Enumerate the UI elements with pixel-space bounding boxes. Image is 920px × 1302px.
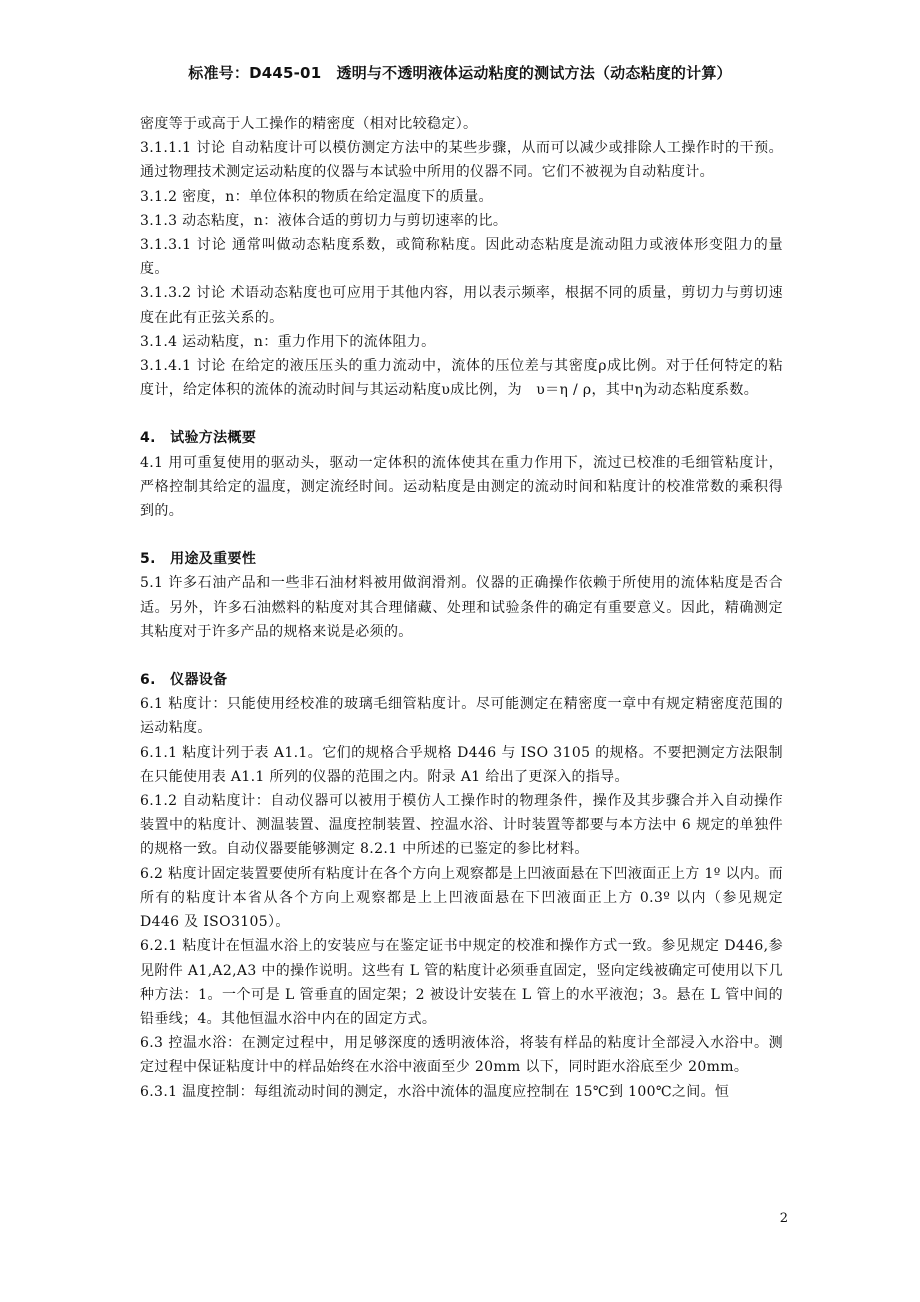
- paragraph-6-3-1: 6.3.1 温度控制：每组流动时间的测定，水浴中流体的温度应控制在 15℃到 100℃之间。恒: [140, 1083, 730, 1100]
- paragraph-6-2: 6.2 粘度计固定装置要使所有粘度计在各个方向上观察都是上凹液面悬在下凹液面正上方 1º 以内。而所有的粘度计本省从各个方向上观察都是上上凹液面悬在下凹液面正上方 0.3º 以内（参见规定 D446 及 ISO3105）。: [140, 865, 783, 931]
- section-spacer: [140, 402, 783, 426]
- paragraph-5-1: 5.1 许多石油产品和一些非石油材料被用做润滑剂。仪器的正确操作依赖于所使用的流体粘度是否合适。另外，许多石油燃料的粘度对其合理储藏、处理和试验条件的确定有重要意义。因此，精确测定其粘度对于许多产品的规格来说是必须的。: [140, 575, 783, 640]
- page-header-title: 标准号：D445-01 透明与不透明液体运动粘度的测试方法（动态粘度的计算）: [188, 64, 732, 82]
- document-body: [140, 112, 783, 1104]
- section-heading-4: 4. 试验方法概要: [140, 430, 257, 447]
- paragraph-4-1: 4.1 用可重复使用的驱动头，驱动一定体积的流体使其在重力作用下，流过已校准的毛细管粘度计，严格控制其给定的温度，测定流经时间。运动粘度是由测定的流动时间和粘度计的校准常数的乘积得到的。: [140, 454, 783, 520]
- paragraph-3-1-3-1: 3.1.3.1 讨论 通常叫做动态粘度系数，或简称粘度。因此动态粘度是流动阻力或液体形变阻力的量度。: [140, 237, 783, 278]
- paragraph-3-1-1-1: 3.1.1.1 讨论 自动粘度计可以模仿测定方法中的某些步骤，从而可以减少或排除人工操作时的干预。通过物理技术测定运动粘度的仪器与本试验中所用的仪器不同。它们不被视为自动粘度计。: [140, 140, 783, 181]
- paragraph-6-2-1: 6.2.1 粘度计在恒温水浴上的安装应与在鉴定证书中规定的校准和操作方式一致。参见规定 D446,参见附件 A1,A2,A3 中的操作说明。这些有 L 管的粘度计必须垂直固定，竖向定线被确定可使用以下几种方法：1。一个可是 L 管垂直的固定架；2 被设计安装在 L 管上的水平液泡；3。悬在 L 管中间的铅垂线；4。其他恒温水浴中内在的固定方式。: [140, 938, 783, 1027]
- paragraph-density-precision: 密度等于或高于人工操作的精密度（相对比较稳定）。: [140, 116, 478, 132]
- paragraph-6-1-1: 6.1.1 粘度计列于表 A1.1。它们的规格合乎规格 D446 与 ISO 3105 的规格。不要把测定方法限制在只能使用表 A1.1 所列的仪器的范围之内。附录 A1 给出了更深入的指导。: [140, 744, 783, 785]
- section-spacer: [140, 523, 783, 547]
- paragraph-3-1-3-2: 3.1.3.2 讨论 术语动态粘度也可应用于其他内容，用以表示频率，根据不同的质量，剪切力与剪切速度在此有正弦关系的。: [140, 285, 783, 326]
- paragraph-3-1-3: 3.1.3 动态粘度，n：液体合适的剪切力与剪切速率的比。: [140, 212, 508, 229]
- page-number: 2: [779, 1211, 788, 1226]
- paragraph-6-1: 6.1 粘度计：只能使用经校准的玻璃毛细管粘度计。尽可能测定在精密度一章中有规定精密度范围的运动粘度。: [140, 696, 783, 737]
- paragraph-6-3: 6.3 控温水浴：在测定过程中，用足够深度的透明液体浴，将装有样品的粘度计全部浸入水浴中。测定过程中保证粘度计中的样品始终在水浴中液面至少 20mm 以下，同时距水浴底至少 20mm。: [140, 1035, 783, 1076]
- section-heading-5: 5. 用途及重要性: [140, 551, 257, 568]
- paragraph-3-1-4-1: 3.1.4.1 讨论 在给定的液压压头的重力流动中，流体的压位差与其密度ρ成比例。对于任何特定的粘度计，给定体积的流体的流动时间与其运动粘度υ成比例，为 υ＝η / ρ，其中η为动态粘度系数。: [140, 358, 783, 399]
- paragraph-6-1-2: 6.1.2 自动粘度计：自动仪器可以被用于模仿人工操作时的物理条件，操作及其步骤合并入自动操作装置中的粘度计、测温装置、温度控制装置、控温水浴、计时装置等都要与本方法中 6 规定的单独件的规格一致。自动仪器要能够测定 8.2.1 中所述的已鉴定的参比材料。: [140, 793, 783, 858]
- section-spacer: [140, 644, 783, 668]
- section-heading-6: 6. 仪器设备: [140, 672, 228, 689]
- paragraph-3-1-4: 3.1.4 运动粘度，n：重力作用下的流体阻力。: [140, 333, 436, 350]
- paragraph-3-1-2: 3.1.2 密度，n：单位体积的物质在给定温度下的质量。: [140, 188, 493, 205]
